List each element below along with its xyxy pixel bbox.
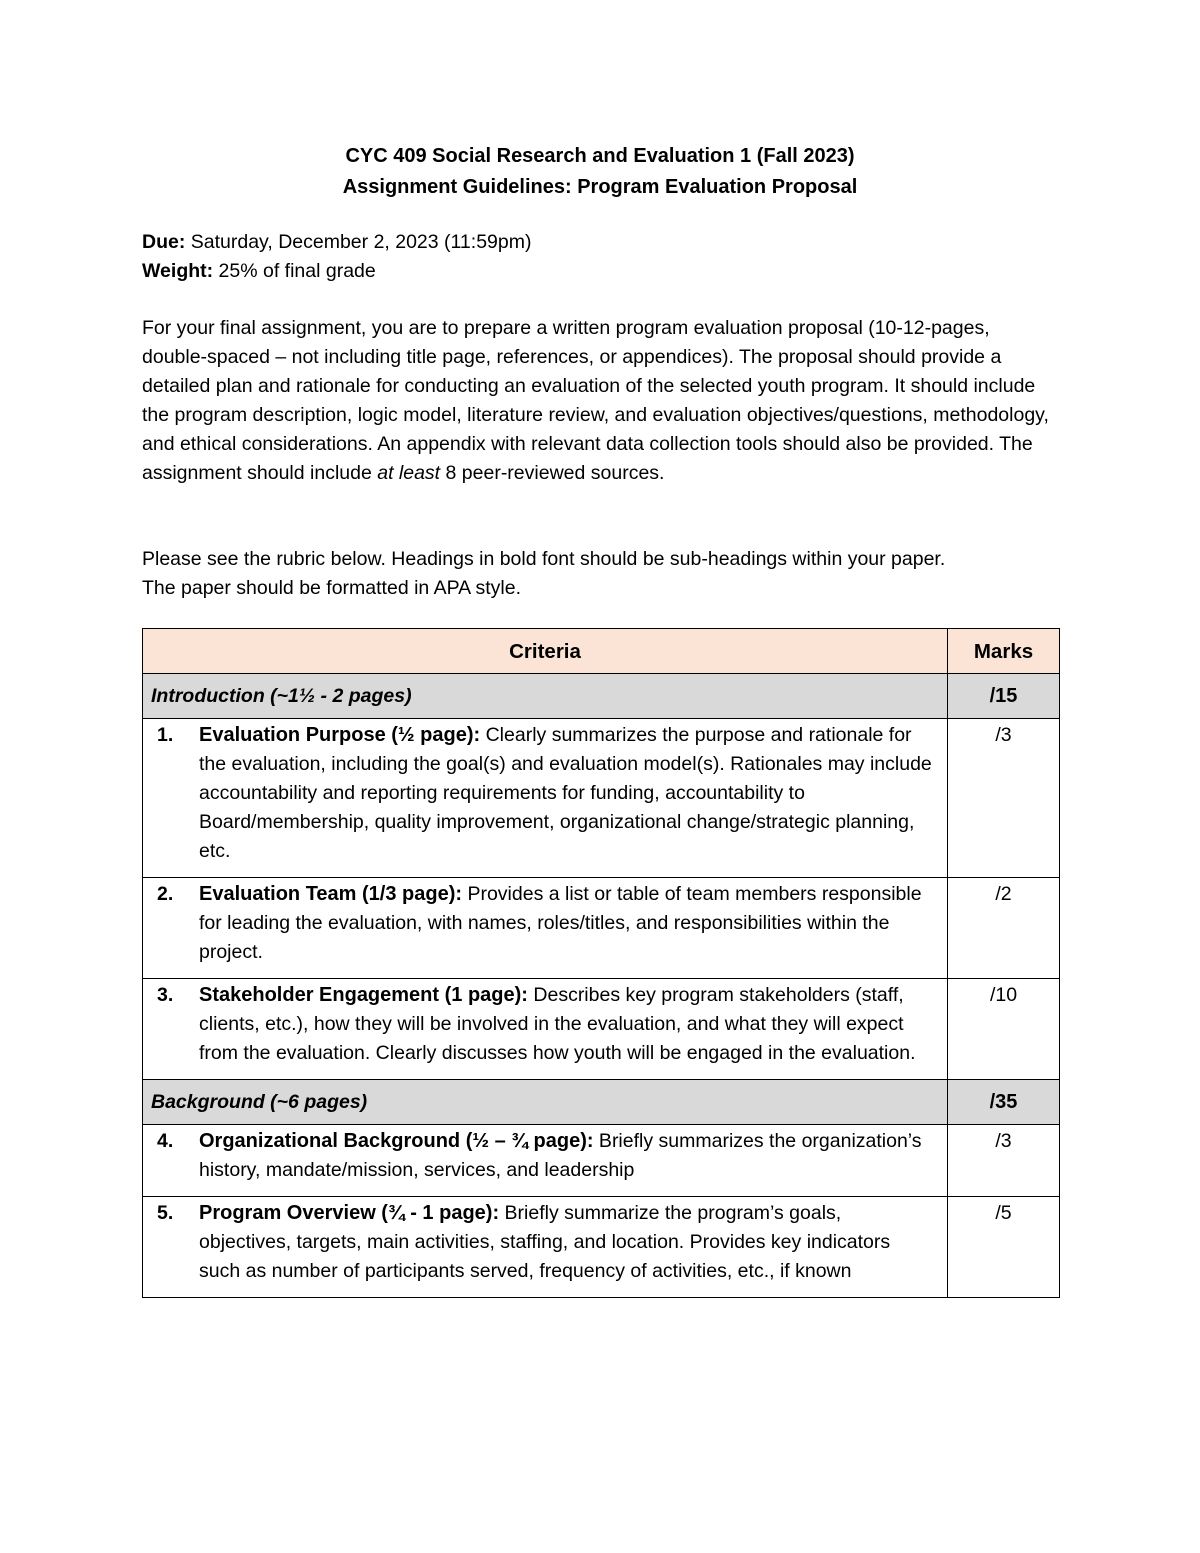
item-description [199, 1198, 947, 1286]
item-description [199, 980, 947, 1068]
item-number: 3. [157, 984, 174, 1006]
intro-text-end: 8 peer-reviewed sources. [440, 462, 665, 484]
item-marks: /5 [948, 1197, 1060, 1298]
item-heading: Program Overview (¾ - 1 page): [199, 1202, 500, 1224]
rubric-item [143, 1197, 1060, 1298]
item-body: Provides a list or table of team members responsible for leading the evaluation, with names, roles/titles, and responsibilities within the project. [199, 883, 922, 963]
section-row-introduction [143, 674, 1060, 719]
intro-text: For your final assignment, you are to prepare a written program evaluation proposal (10-12-pages, double-spaced – not including title page, references, or appendices). The proposal should provide a detailed plan and rationale for conducting an evaluation of the selected youth program. It should include the program description, logic model, literature review, and evaluation objectives/questions, methodology, and ethical considerations. An appendix with relevant data collection tools should also be provided. The assignment should include [142, 317, 1049, 484]
item-number: 2. [157, 883, 174, 905]
rubric-item [143, 979, 1060, 1080]
item-heading: Stakeholder Engagement (1 page): [199, 984, 528, 1006]
intro-emphasis: at least [377, 462, 441, 484]
weight-value: 25% of final grade [213, 260, 376, 282]
item-body: Describes key program stakeholders (staff, clients, etc.), how they will be involved in the evaluation, and what they will expect from the evaluation. Clearly discusses how youth will be engaged in the evaluation. [199, 984, 916, 1064]
intro-paragraph [142, 314, 1057, 488]
item-marks: /2 [948, 878, 1060, 979]
item-marks: /3 [948, 719, 1060, 878]
criteria-column-header: Criteria [143, 629, 948, 674]
item-description [199, 1126, 947, 1185]
due-label: Due: [142, 231, 186, 253]
rubric-note-line-2: The paper should be formatted in APA style. [142, 577, 522, 599]
due-line [142, 228, 1062, 257]
rubric-header-row [143, 629, 1060, 674]
due-value: Saturday, December 2, 2023 (11:59pm) [185, 231, 532, 253]
section-marks: /15 [948, 674, 1060, 719]
item-number: 1. [157, 724, 174, 746]
rubric-note [142, 545, 1057, 603]
section-label: Background (~6 pages) [143, 1080, 948, 1125]
section-row-background [143, 1080, 1060, 1125]
weight-line [142, 257, 1062, 286]
course-title: CYC 409 Social Research and Evaluation 1 (Fall 2023) [345, 145, 855, 167]
assignment-meta [142, 228, 1062, 286]
rubric-note-line-1: Please see the rubric below. Headings in bold font should be sub-headings within your paper. [142, 548, 946, 570]
item-body: Briefly summarize the program’s goals, objectives, targets, main activities, staffing, and location. Provides key indicators such as number of participants served, frequency of activities, etc., if known [199, 1202, 891, 1282]
item-description [199, 720, 947, 866]
item-heading: Evaluation Team (1/3 page): [199, 883, 463, 905]
item-marks: /10 [948, 979, 1060, 1080]
item-heading: Evaluation Purpose (½ page): [199, 724, 481, 746]
item-body: Briefly summarizes the organization’s history, mandate/mission, services, and leadership [199, 1130, 922, 1181]
item-body: Clearly summarizes the purpose and rationale for the evaluation, including the goal(s) and evaluation model(s). Rationales may include accountability and reporting requirements for funding, accountability to Board/membership, quality improvement, organizational change/strategic planning, etc. [199, 724, 932, 862]
rubric-item [143, 878, 1060, 979]
item-number: 4. [157, 1130, 174, 1152]
rubric-table [142, 628, 1060, 1298]
section-label: Introduction (~1½ - 2 pages) [143, 674, 948, 719]
weight-label: Weight: [142, 260, 214, 282]
marks-column-header: Marks [948, 629, 1060, 674]
item-heading: Organizational Background (½ – ¾ page): [199, 1130, 594, 1152]
document-title [0, 141, 1200, 203]
rubric-item [143, 719, 1060, 878]
item-marks: /3 [948, 1125, 1060, 1197]
section-marks: /35 [948, 1080, 1060, 1125]
assignment-subtitle: Assignment Guidelines: Program Evaluation Proposal [342, 176, 858, 198]
item-number: 5. [157, 1202, 174, 1224]
item-description [199, 879, 947, 967]
rubric-item [143, 1125, 1060, 1197]
